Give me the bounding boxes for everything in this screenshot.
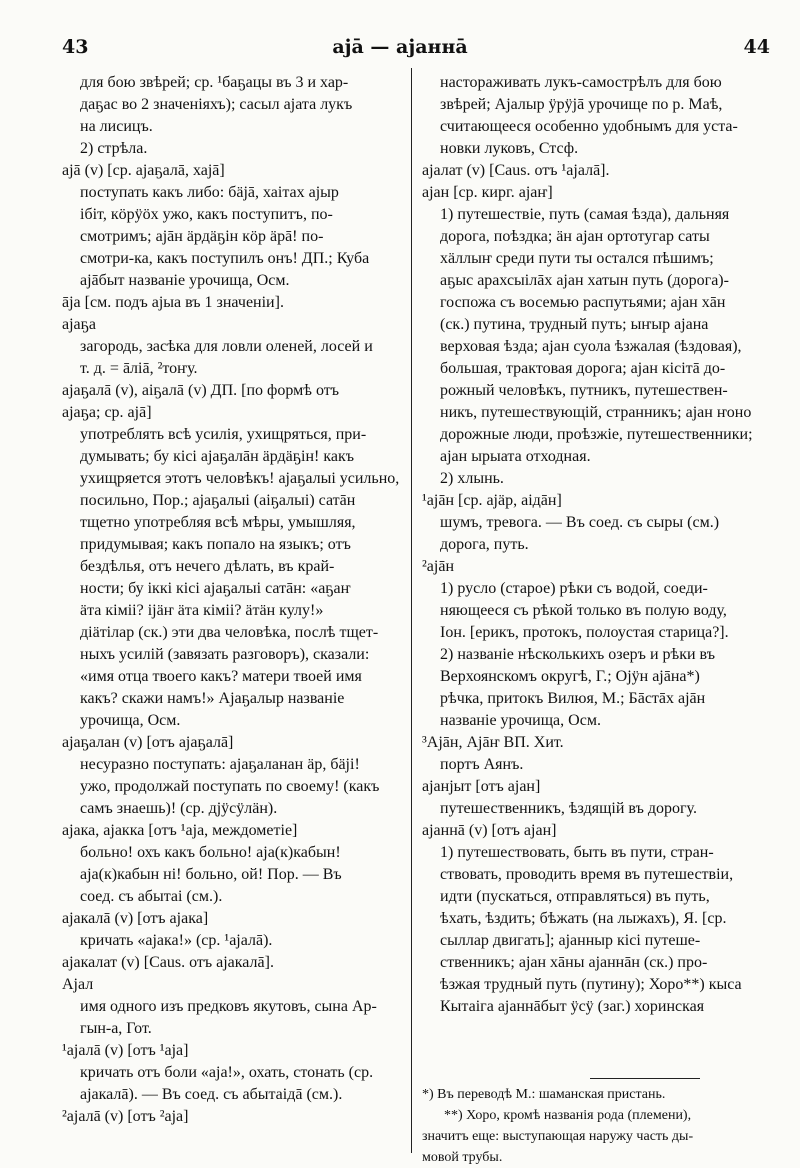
entry-headword: аjалат (v) [Caus. отъ ¹аjалā]. — [422, 162, 610, 179]
dictionary-entry — [62, 820, 402, 908]
dictionary-entry — [422, 556, 768, 732]
dictionary-entry — [62, 1106, 402, 1128]
entry-headword: аjаҕа; ср. аjā] — [62, 404, 152, 421]
dictionary-entry — [62, 908, 402, 952]
entry-definition-line: 1) путешествіе, путь (самая ѣзда), дальняя — [440, 206, 730, 223]
entry-definition-line: для бою звѣрей; ср. ¹баҕацы въ 3 и хар- — [80, 74, 349, 91]
footnote-line: *) Въ переводѣ М.: шаманская пристань. — [422, 1087, 666, 1102]
entry-definition-line: 2) названіе нѣсколькихъ озеръ и рѣки въ — [440, 646, 715, 663]
entry-definition-line: гын-а, Гот. — [80, 1020, 152, 1037]
entry-headword: аjā (v) [ср. аjаҕалā, хаjā] — [62, 162, 225, 179]
entry-definition-line: новки луковъ, Стсф. — [440, 140, 579, 157]
entry-definition-line: смотримъ; аjāн äрдäҕін кӧр äрā! по- — [80, 228, 324, 245]
entry-definition-line: ѣхать, ѣздить; бѣжать (на лыжахъ), Я. [ср. — [440, 910, 727, 927]
entry-definition-line: загородь, засѣка для ловли оленей, лосей и — [80, 338, 373, 355]
entry-definition-line: настораживать лукъ-самострѣлъ для бою — [440, 74, 722, 91]
dictionary-entry — [62, 402, 402, 732]
entry-definition-line: дорожные люди, проѣзжіе, путешественники; — [440, 426, 753, 443]
entry-definition-line: путешественникъ, ѣздящій въ дорогу. — [440, 800, 697, 817]
entry-definition-line: кричать «аjака!» (ср. ¹аjалā). — [80, 932, 273, 949]
entry-definition-line: 2) хлынь. — [440, 470, 504, 487]
footnote-rule — [590, 1078, 700, 1079]
entry-headword: аjаҕалан (v) [отъ аjаҕалā] — [62, 734, 234, 751]
entry-definition-line: госпожа съ восемью распутьями; аjан хāн — [440, 294, 726, 311]
entry-definition-line: ібіт, кӧрӱӧх ужо, какъ поступитъ, по- — [80, 206, 333, 223]
entry-headword: ājа [см. подъ аjыа въ 1 значеніи]. — [62, 294, 284, 311]
entry-definition-line: какъ? скажи намъ!» Аjаҕалыр названіе — [80, 690, 345, 707]
entry-definition-line: Іон. [ерикъ, протокъ, полоустая старица?]. — [440, 624, 729, 641]
entry-definition-line: äта кіміі? ijäҥ äта кіміі? äтäн кулу!» — [80, 602, 324, 619]
entry-definition-line: бездѣлья, отъ нечего дѣлать, въ край- — [80, 558, 335, 575]
entry-definition-line: аjа(к)кабын ні! больно, ой! Пор. — Въ — [80, 866, 342, 883]
entry-definition-line: большая, трактовая дорога; аjан кісітā до- — [440, 360, 726, 377]
entry-definition-line: соед. съ абытаі (см.). — [80, 888, 223, 905]
entry-definition-line: верховая ѣзда; аjан суола ѣзжалая (ѣздовая), — [440, 338, 742, 355]
entry-definition-line: ужо, продолжай поступать по своему! (какъ — [80, 778, 380, 795]
entry-definition-line: поступать какъ либо: бäjā, хаітах аjыр — [80, 184, 339, 201]
dictionary-entry — [422, 160, 768, 182]
entry-headword: аjаҕалā (v), аiҕалā (v) ДП. [по формѣ отъ — [62, 382, 339, 399]
entry-definition-line: на лисицъ. — [80, 118, 153, 135]
entry-definition-line: ухищряется этотъ человѣкъ! аjаҕалыі усильно, — [80, 470, 400, 487]
entry-definition-line: 1) русло (старое) рѣки съ водой, соеди- — [440, 580, 708, 597]
entry-definition-line: имя одного изъ предковъ якутовъ, сына Ар- — [80, 998, 377, 1015]
entry-definition-line: ѣзжая трудный путь (путину); Хоро**) кыса — [440, 976, 742, 993]
entry-definition-line: хäллыҥ среди пути ты остался пѣшимъ; — [440, 250, 714, 267]
entry-definition-line: несуразно поступать: аjаҕаланан äр, бäjі! — [80, 756, 360, 773]
page-number-right: 44 — [743, 36, 770, 58]
dictionary-entry — [62, 160, 402, 292]
dictionary-entry — [422, 820, 768, 1018]
footnote-line: мовой трубы. — [422, 1150, 503, 1165]
footnote-line: значитъ еще: выступающая наружу часть ды- — [422, 1129, 694, 1144]
dictionary-entry — [422, 776, 768, 820]
entry-definition-line: придумывая; какъ попало на языкъ; отъ — [80, 536, 351, 553]
entry-definition-line: Кытаіга аjаннāбыт ӱсӱ (заг.) хоринская — [440, 998, 705, 1015]
dictionary-entry — [62, 72, 402, 160]
entry-definition-line: аjāбыт названіе урочища, Осм. — [80, 272, 290, 289]
page-number-left: 43 — [62, 36, 89, 58]
entry-definition-line: аjан ырыата отходная. — [440, 448, 591, 465]
entry-definition-line: 2) стрѣла. — [80, 140, 148, 157]
entry-definition-line: Верхоянскомъ округѣ, Г.; Оjӱн аjāна*) — [440, 668, 700, 685]
entry-headword: аjан [ср. кирг. аjаҥ] — [422, 184, 553, 201]
dictionary-entry — [62, 1040, 402, 1106]
dictionary-entry — [422, 732, 768, 776]
entry-headword: ²аjалā (v) [отъ ²аjа] — [62, 1108, 189, 1125]
entry-definition-line: ности; бу іккі кісі аjаҕалыі сатāн: «аҕаҥ — [80, 580, 351, 597]
entry-definition-line: дiäтiлар (ск.) эти два человѣка, послѣ тщет- — [80, 624, 379, 641]
running-title: аjā — аjаннā — [332, 36, 468, 58]
entry-headword: аjанjыт [отъ аjан] — [422, 778, 541, 795]
entry-definition-line: рѣчка, притокъ Вилюя, М.; Бāстāх аjāн — [440, 690, 706, 707]
entry-definition-line: даҕас во 2 значеніяхъ); сасыл аjата лукъ — [80, 96, 353, 113]
entry-headword: аjаннā (v) [отъ аjан] — [422, 822, 557, 839]
entry-definition-line: рожный человѣкъ, путникъ, путешествен- — [440, 382, 728, 399]
dictionary-entry — [422, 182, 768, 490]
entry-definition-line: сыллар двигать]; аjанныр кісі путеше- — [440, 932, 701, 949]
entry-definition-line: шумъ, тревога. — Въ соед. съ сыры (см.) — [440, 514, 720, 531]
entry-definition-line: звѣрей; Аjалыр ӱрӱjā урочище по р. Маѣ, — [440, 96, 723, 113]
entry-definition-line: кричать отъ боли «аjа!», охать, стонать (ср. — [80, 1064, 374, 1081]
entry-definition-line: посильно, Пор.; аjаҕалыі (аiҕалыі) сатāн — [80, 492, 356, 509]
dictionary-entry — [62, 732, 402, 820]
entry-definition-line: считающееся особенно удобнымъ для уста- — [440, 118, 738, 135]
entry-definition-line: (ск.) путина, трудный путь; ыҥыр аjана — [440, 316, 709, 333]
left-column — [62, 72, 402, 1128]
dictionary-entry — [62, 314, 402, 380]
entry-definition-line: употреблять всѣ усилія, ухищряться, при- — [80, 426, 367, 443]
entry-definition-line: портъ Аянъ. — [440, 756, 524, 773]
page-header — [0, 36, 800, 60]
entry-headword: аjака, аjакка [отъ ¹аjа, междометіе] — [62, 822, 298, 839]
entry-definition-line: никъ, путешествующій, странникъ; аjан ҥоно — [440, 404, 752, 421]
entry-definition-line: думывать; бу кісі аjаҕалāн äрдäҕін! какъ — [80, 448, 355, 465]
entry-definition-line: 1) путешествовать, быть въ пути, стран- — [440, 844, 714, 861]
entry-headword: аjакалā (v) [отъ аjака] — [62, 910, 209, 927]
entry-headword: Аjал — [62, 976, 94, 993]
entry-definition-line: дорога, поѣздка; äн аjан ортотугар саты — [440, 228, 710, 245]
entry-definition-line: т. д. = āліā, ²тоҥу. — [80, 360, 198, 377]
entry-definition-line: урочища, Осм. — [80, 712, 181, 729]
entry-definition-line: няющееся съ рѣкой только въ полую воду, — [440, 602, 727, 619]
entry-headword: аjаҕа — [62, 316, 96, 333]
entry-headword: ¹аjалā (v) [отъ ¹аjа] — [62, 1042, 189, 1059]
entry-definition-line: самъ знаешь)! (ср. дjӱсӱлäн). — [80, 800, 278, 817]
entry-definition-line: названіе урочища, Осм. — [440, 712, 601, 729]
footnote-line: **) Хоро, кромѣ названія рода (племени), — [444, 1108, 692, 1123]
footnotes — [422, 1084, 768, 1168]
entry-definition-line: больно! охъ какъ больно! аjа(к)кабын! — [80, 844, 341, 861]
column-divider — [411, 68, 412, 1153]
entry-headword: ³Аjāн, Аjāҥ ВП. Хит. — [422, 734, 564, 751]
entry-definition-line: дорога, путь. — [440, 536, 529, 553]
entry-definition-line: идти (пускаться, отправляться) въ путь, — [440, 888, 710, 905]
dictionary-entry — [62, 952, 402, 974]
right-column — [422, 72, 768, 1018]
dictionary-entry — [422, 490, 768, 556]
entry-headword: ²аjāн — [422, 558, 455, 575]
entry-definition-line: аҕыс арахсыілāх аjан хатын путь (дорога)- — [440, 272, 729, 289]
dictionary-entry — [422, 72, 768, 160]
dictionary-entry — [62, 974, 402, 1040]
entry-definition-line: тщетно употребляя всѣ мѣры, умышляя, — [80, 514, 356, 531]
entry-definition-line: «имя отца твоего какъ? матери твоей имя — [80, 668, 362, 685]
dictionary-entry — [62, 380, 402, 402]
entry-definition-line: ныхъ усилій (завязать разговоръ), сказали: — [80, 646, 370, 663]
entry-definition-line: аjакалā). — Въ соед. съ абытаідā (см.). — [80, 1086, 343, 1103]
entry-headword: ¹аjāн [ср. аjäр, аiдāн] — [422, 492, 562, 509]
entry-definition-line: ствовать, проводить время въ путешествіи, — [440, 866, 734, 883]
entry-definition-line: смотри-ка, какъ поступилъ онъ! ДП.; Куба — [80, 250, 370, 267]
dictionary-entry — [62, 292, 402, 314]
entry-headword: аjакалат (v) [Caus. отъ аjакалā]. — [62, 954, 274, 971]
entry-definition-line: ственникъ; аjан хāны аjаннāн (ск.) про- — [440, 954, 708, 971]
